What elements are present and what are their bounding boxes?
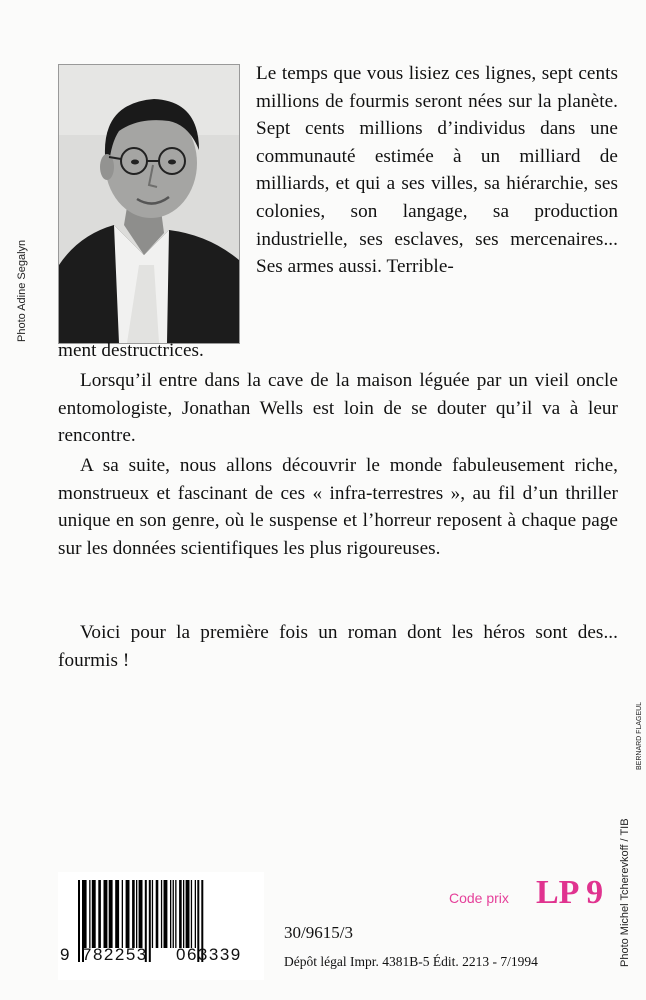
barcode-bar — [164, 880, 168, 948]
barcode-right-digits: 063339 — [176, 945, 242, 964]
barcode-left-digits: 782253 — [82, 945, 148, 964]
barcode-bar — [173, 880, 174, 948]
barcode-bar — [179, 880, 182, 948]
barcode-bar — [98, 880, 101, 948]
barcode-bar — [84, 880, 87, 948]
barcode-bar — [109, 880, 113, 948]
designer-credit: BERNARD FLAGEUL — [636, 701, 643, 770]
barcode-bar — [136, 880, 137, 948]
barcode-bar — [175, 880, 176, 948]
barcode-bar — [191, 880, 192, 948]
barcode-bar — [104, 880, 108, 948]
barcode-bar — [156, 880, 159, 948]
paragraph-heroes: Voici pour la première fois un roman dont les héros sont des... fourmis ! — [58, 622, 618, 671]
author-portrait-image — [59, 65, 239, 343]
paragraph-intro-tail: ment destructrices. — [58, 340, 204, 361]
barcode-bar — [183, 880, 184, 948]
legal-deposit: Dépôt légal Impr. 4381B-5 Édit. 2213 - 7/1994 — [284, 954, 538, 969]
barcode-guard-bar — [78, 880, 80, 962]
paragraph-cave: Lorsqu’il entre dans la cave de la maison léguée par un vieil oncle entomologiste, Jonathan Wells est loin de se douter qu’il va à leur rencontre. — [58, 370, 618, 447]
price-code-label: Code prix — [449, 890, 509, 906]
barcode-bar — [139, 880, 143, 948]
barcode-bar — [161, 880, 162, 948]
photo-credit: Photo Adine Segalyn — [16, 239, 28, 342]
reference-number: 30/9615/3 — [284, 923, 353, 942]
barcode-bar — [195, 880, 196, 948]
barcode-bar — [186, 880, 190, 948]
barcode-first-digit: 9 — [60, 945, 70, 964]
barcode-bar — [89, 880, 90, 948]
barcode-bar — [92, 880, 96, 948]
barcode-bar — [152, 880, 153, 948]
author-photo — [58, 64, 240, 344]
cover-photo-credit: Photo Michel Tcherevkoff / TIB — [619, 818, 631, 967]
barcode-bar — [132, 880, 135, 948]
barcode-bar — [122, 880, 123, 948]
paragraph-discovery: A sa suite, nous allons découvrir le monde fabuleusement riche, monstrueux et fascinant de ces « infra-terrestres », au fil d’un thriller unique en son genre, où le suspense et l’horreur reposent à chaque page sur les données scientifiques les plus rigoureuses. — [58, 455, 618, 559]
barcode-bar — [126, 880, 130, 948]
barcode-bar — [170, 880, 171, 948]
barcode-bar — [115, 880, 119, 948]
price-code: LP 9 — [536, 874, 604, 911]
paragraph-intro: Le temps que vous lisiez ces lignes, sept cents millions de fourmis seront nées sur la planète. Sept cents millions d’individus dans une communauté estimée à un milliard de milliards, et qui a ses villes, sa hiérarchie, ses colonies, son langage, sa production industrielle, ses esclaves, ses mercenaires... Ses armes aussi. Terrible- — [256, 63, 618, 278]
barcode-guard-bar — [149, 880, 151, 962]
